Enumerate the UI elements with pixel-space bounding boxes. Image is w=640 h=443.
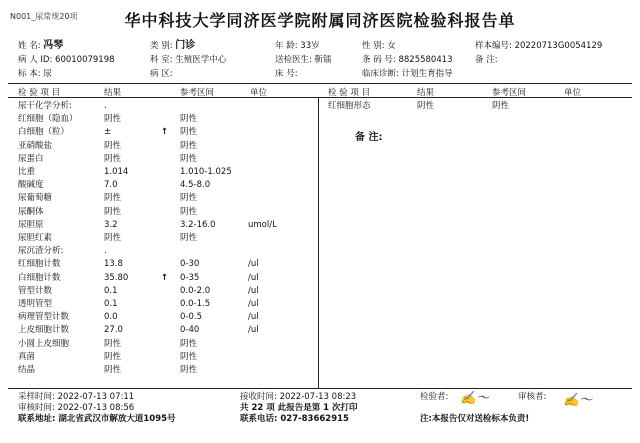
result-ref: 阴性: [492, 101, 510, 111]
age-field: [275, 40, 320, 52]
col-header-result: 结果: [104, 88, 122, 98]
result-row: [18, 192, 308, 204]
sex-field: [362, 40, 396, 52]
result-unit: /ul: [248, 325, 259, 336]
result-result: 阴性: [104, 140, 122, 151]
result-result: ±: [104, 127, 112, 138]
result-result: 0.1: [104, 285, 118, 296]
result-name: 白细胞（粒）: [18, 127, 70, 138]
tester-label: 检验者:: [420, 392, 449, 402]
result-name: 红细胞（隐血）: [18, 114, 78, 125]
result-name: 真菌: [18, 351, 36, 362]
result-ref: 阴性: [180, 206, 198, 217]
result-result: 阴性: [104, 233, 122, 243]
result-name: 酸碱度: [18, 180, 44, 191]
tester-signature: ✍〜: [460, 391, 490, 406]
report-title: 华中科技大学同济医学院附属同济医院检验科报告单: [124, 11, 516, 30]
age-label: 年 龄:: [275, 41, 298, 51]
patient-name: 冯琴: [43, 40, 64, 51]
age-value: 33岁: [300, 41, 320, 51]
barcode-field: [362, 54, 453, 66]
result-name: 管型计数: [18, 285, 53, 296]
result-row: [18, 219, 308, 231]
result-result: 阴性: [104, 114, 122, 125]
result-row: [18, 324, 308, 336]
reviewer-label: 审核者:: [518, 392, 547, 402]
dept-value: 生殖医学中心: [175, 55, 227, 65]
col-header-name: 检 验 项 目: [18, 88, 61, 98]
result-row: [18, 364, 308, 376]
barcode-label: 条 码 号:: [362, 55, 396, 65]
result-name: 尿胆原: [18, 219, 44, 230]
result-row: [18, 206, 308, 218]
result-unit: /ul: [248, 312, 259, 323]
address-label: 联系地址:: [18, 414, 56, 424]
result-name: 比重: [18, 167, 36, 177]
category-label: 类 别:: [150, 41, 173, 51]
result-row: [18, 311, 308, 323]
result-unit: /ul: [248, 285, 259, 296]
right-col-header-name: 检 验 项 目: [328, 88, 371, 98]
result-name: 红细胞形态: [328, 101, 371, 111]
result-result: 0.1: [104, 299, 118, 309]
result-ref: 阴性: [180, 351, 198, 362]
result-result: 35.80: [104, 272, 129, 283]
result-ref: 0.0-1.5: [180, 299, 211, 309]
result-ref: 0-35: [180, 272, 200, 283]
result-ref: 阴性: [180, 233, 198, 243]
result-row: [18, 179, 308, 191]
bed-label: 床 号:: [275, 69, 298, 79]
result-result: .: [104, 101, 107, 111]
patient-name-field: [18, 40, 63, 52]
review-time: 2022-07-13 08:56: [57, 403, 135, 413]
remark-label: 备 注:: [475, 55, 498, 65]
dept-field: [150, 54, 226, 66]
sex-value: 女: [387, 41, 396, 51]
report-notice: 注:本报告仅对送检标本负责!: [420, 414, 530, 424]
result-ref: 1.010-1.025: [180, 167, 232, 177]
result-row: [18, 140, 308, 152]
sample-number-field: [475, 40, 602, 52]
header-divider: [8, 83, 632, 84]
receive-time-field: [240, 392, 356, 403]
result-row: [18, 285, 308, 297]
result-unit: /ul: [248, 259, 259, 270]
print-count: 共 22 项 此报告是第 1 次打印: [240, 403, 358, 413]
ward-field: [150, 68, 173, 80]
result-name: 透明管型: [18, 299, 53, 309]
result-ref: 阴性: [180, 140, 198, 151]
result-result: 27.0: [104, 325, 123, 336]
address-value: 湖北省武汉市解放大道1095号: [58, 414, 176, 424]
right-remark-label: 备 注:: [355, 132, 383, 143]
result-result: 阴性: [104, 193, 122, 204]
footer-divider: [8, 388, 632, 389]
sample-label: 样本编号:: [475, 41, 512, 51]
result-result: 阴性: [104, 206, 122, 217]
patient-id-label: 病 人 ID:: [18, 55, 53, 65]
result-result: 0.0: [104, 312, 118, 323]
ward-label: 病 区:: [150, 69, 173, 79]
column-header-divider: [8, 97, 632, 98]
sample-time-field: [18, 392, 134, 403]
receive-time: 2022-07-13 08:23: [279, 392, 357, 402]
result-name: 小圆上皮细胞: [18, 338, 70, 349]
result-unit: /ul: [248, 272, 259, 283]
review-time-field: [18, 403, 134, 414]
result-name: 尿葡萄糖: [18, 193, 53, 204]
review-time-label: 审核时间:: [18, 403, 55, 413]
result-ref: 4.5-8.0: [180, 180, 211, 191]
doctor-label: 送检医生:: [275, 55, 312, 65]
right-col-header-ref: 参考区间: [492, 88, 527, 98]
sample-time-label: 采样时间:: [18, 392, 55, 402]
result-row: [18, 351, 308, 363]
diagnosis-field: [362, 68, 453, 80]
result-name: 红细胞计数: [18, 259, 61, 270]
dept-label: 科 室:: [150, 55, 173, 65]
result-result: 阴性: [104, 338, 122, 349]
specimen-field: [18, 68, 52, 80]
col-header-unit: 单位: [250, 88, 268, 98]
result-result: 1.014: [104, 167, 129, 177]
result-ref: 0-30: [180, 259, 200, 270]
result-name: 上皮细胞计数: [18, 325, 70, 336]
abnormal-flag-icon: ↑: [161, 272, 169, 283]
result-result: 7.0: [104, 180, 118, 191]
result-row: [18, 126, 308, 138]
result-result: 阴性: [104, 365, 122, 375]
result-row: [18, 153, 308, 165]
result-name: 尿蛋白: [18, 153, 44, 164]
reviewer-signature: ✍〜: [563, 393, 593, 408]
result-unit: umol/L: [248, 219, 277, 230]
result-result: 13.8: [104, 259, 123, 270]
specimen-label: 标 本:: [18, 69, 41, 79]
result-ref: 0.0-2.0: [180, 285, 211, 296]
address-field: [18, 414, 176, 425]
result-name: 结晶: [18, 365, 36, 375]
result-row: [18, 113, 308, 125]
result-name: 白细胞计数: [18, 272, 61, 283]
col-header-ref: 参考区间: [180, 88, 215, 98]
result-unit: /ul: [248, 299, 259, 309]
receive-time-label: 接收时间:: [240, 392, 277, 402]
result-name: 病理管型计数: [18, 312, 70, 323]
right-result-row: [328, 100, 618, 112]
result-result: 3.2: [104, 219, 118, 230]
phone-field: [240, 414, 349, 425]
bed-field: [275, 68, 298, 80]
result-row: [18, 272, 308, 284]
patient-id: 60010079198: [55, 55, 115, 65]
result-row: [18, 232, 308, 244]
result-result: 阴性: [104, 351, 122, 362]
right-col-header-unit: 单位: [564, 88, 582, 98]
result-value: 阴性: [417, 101, 435, 111]
result-name: 尿酮体: [18, 206, 44, 217]
result-name: 尿胆红素: [18, 233, 53, 243]
name-label: 姓 名:: [18, 41, 41, 51]
remark-field: [475, 54, 498, 66]
result-ref: 阴性: [180, 365, 198, 375]
result-ref: 3.2-16.0: [180, 219, 216, 230]
diagnosis-label: 临床诊断:: [362, 69, 399, 79]
result-result: .: [104, 246, 107, 257]
column-divider: [318, 98, 319, 388]
result-row: [18, 338, 308, 350]
result-row: [18, 245, 308, 257]
result-result: 阴性: [104, 153, 122, 164]
abnormal-flag-icon: ↑: [161, 127, 169, 138]
specimen-value: 尿: [43, 69, 52, 79]
phone-value: 027-83662915: [280, 414, 349, 424]
result-ref: 阴性: [180, 153, 198, 164]
category-field: [150, 40, 195, 52]
result-row: [18, 258, 308, 270]
patient-id-field: [18, 54, 115, 66]
sample-time: 2022-07-13 07:11: [57, 392, 135, 402]
result-ref: 0-0.5: [180, 312, 202, 323]
sex-label: 性 别:: [362, 41, 385, 51]
result-ref: 阴性: [180, 193, 198, 204]
result-ref: 阴性: [180, 127, 198, 138]
result-name: 尿沉渣分析:: [18, 246, 64, 257]
doctor-field: [275, 54, 332, 66]
result-ref: 阴性: [180, 338, 198, 349]
result-name: 尿干化学分析:: [18, 101, 72, 111]
phone-label: 联系电话:: [240, 414, 278, 424]
result-row: [18, 100, 308, 112]
diagnosis-value: 计划生育指导: [401, 69, 453, 79]
category-value: 门诊: [175, 40, 196, 51]
result-name: 亚硝酸盐: [18, 140, 53, 151]
barcode-value: 8825580413: [398, 55, 453, 65]
result-ref: 0-40: [180, 325, 200, 336]
sample-number: 20220713G0054129: [514, 41, 603, 51]
right-col-header-result: 结果: [417, 88, 435, 98]
result-ref: 阴性: [180, 114, 198, 125]
doctor-value: 靳镭: [314, 55, 332, 65]
result-row: [18, 298, 308, 310]
result-row: [18, 166, 308, 178]
report-code: N001_尿常规20项: [10, 12, 78, 21]
